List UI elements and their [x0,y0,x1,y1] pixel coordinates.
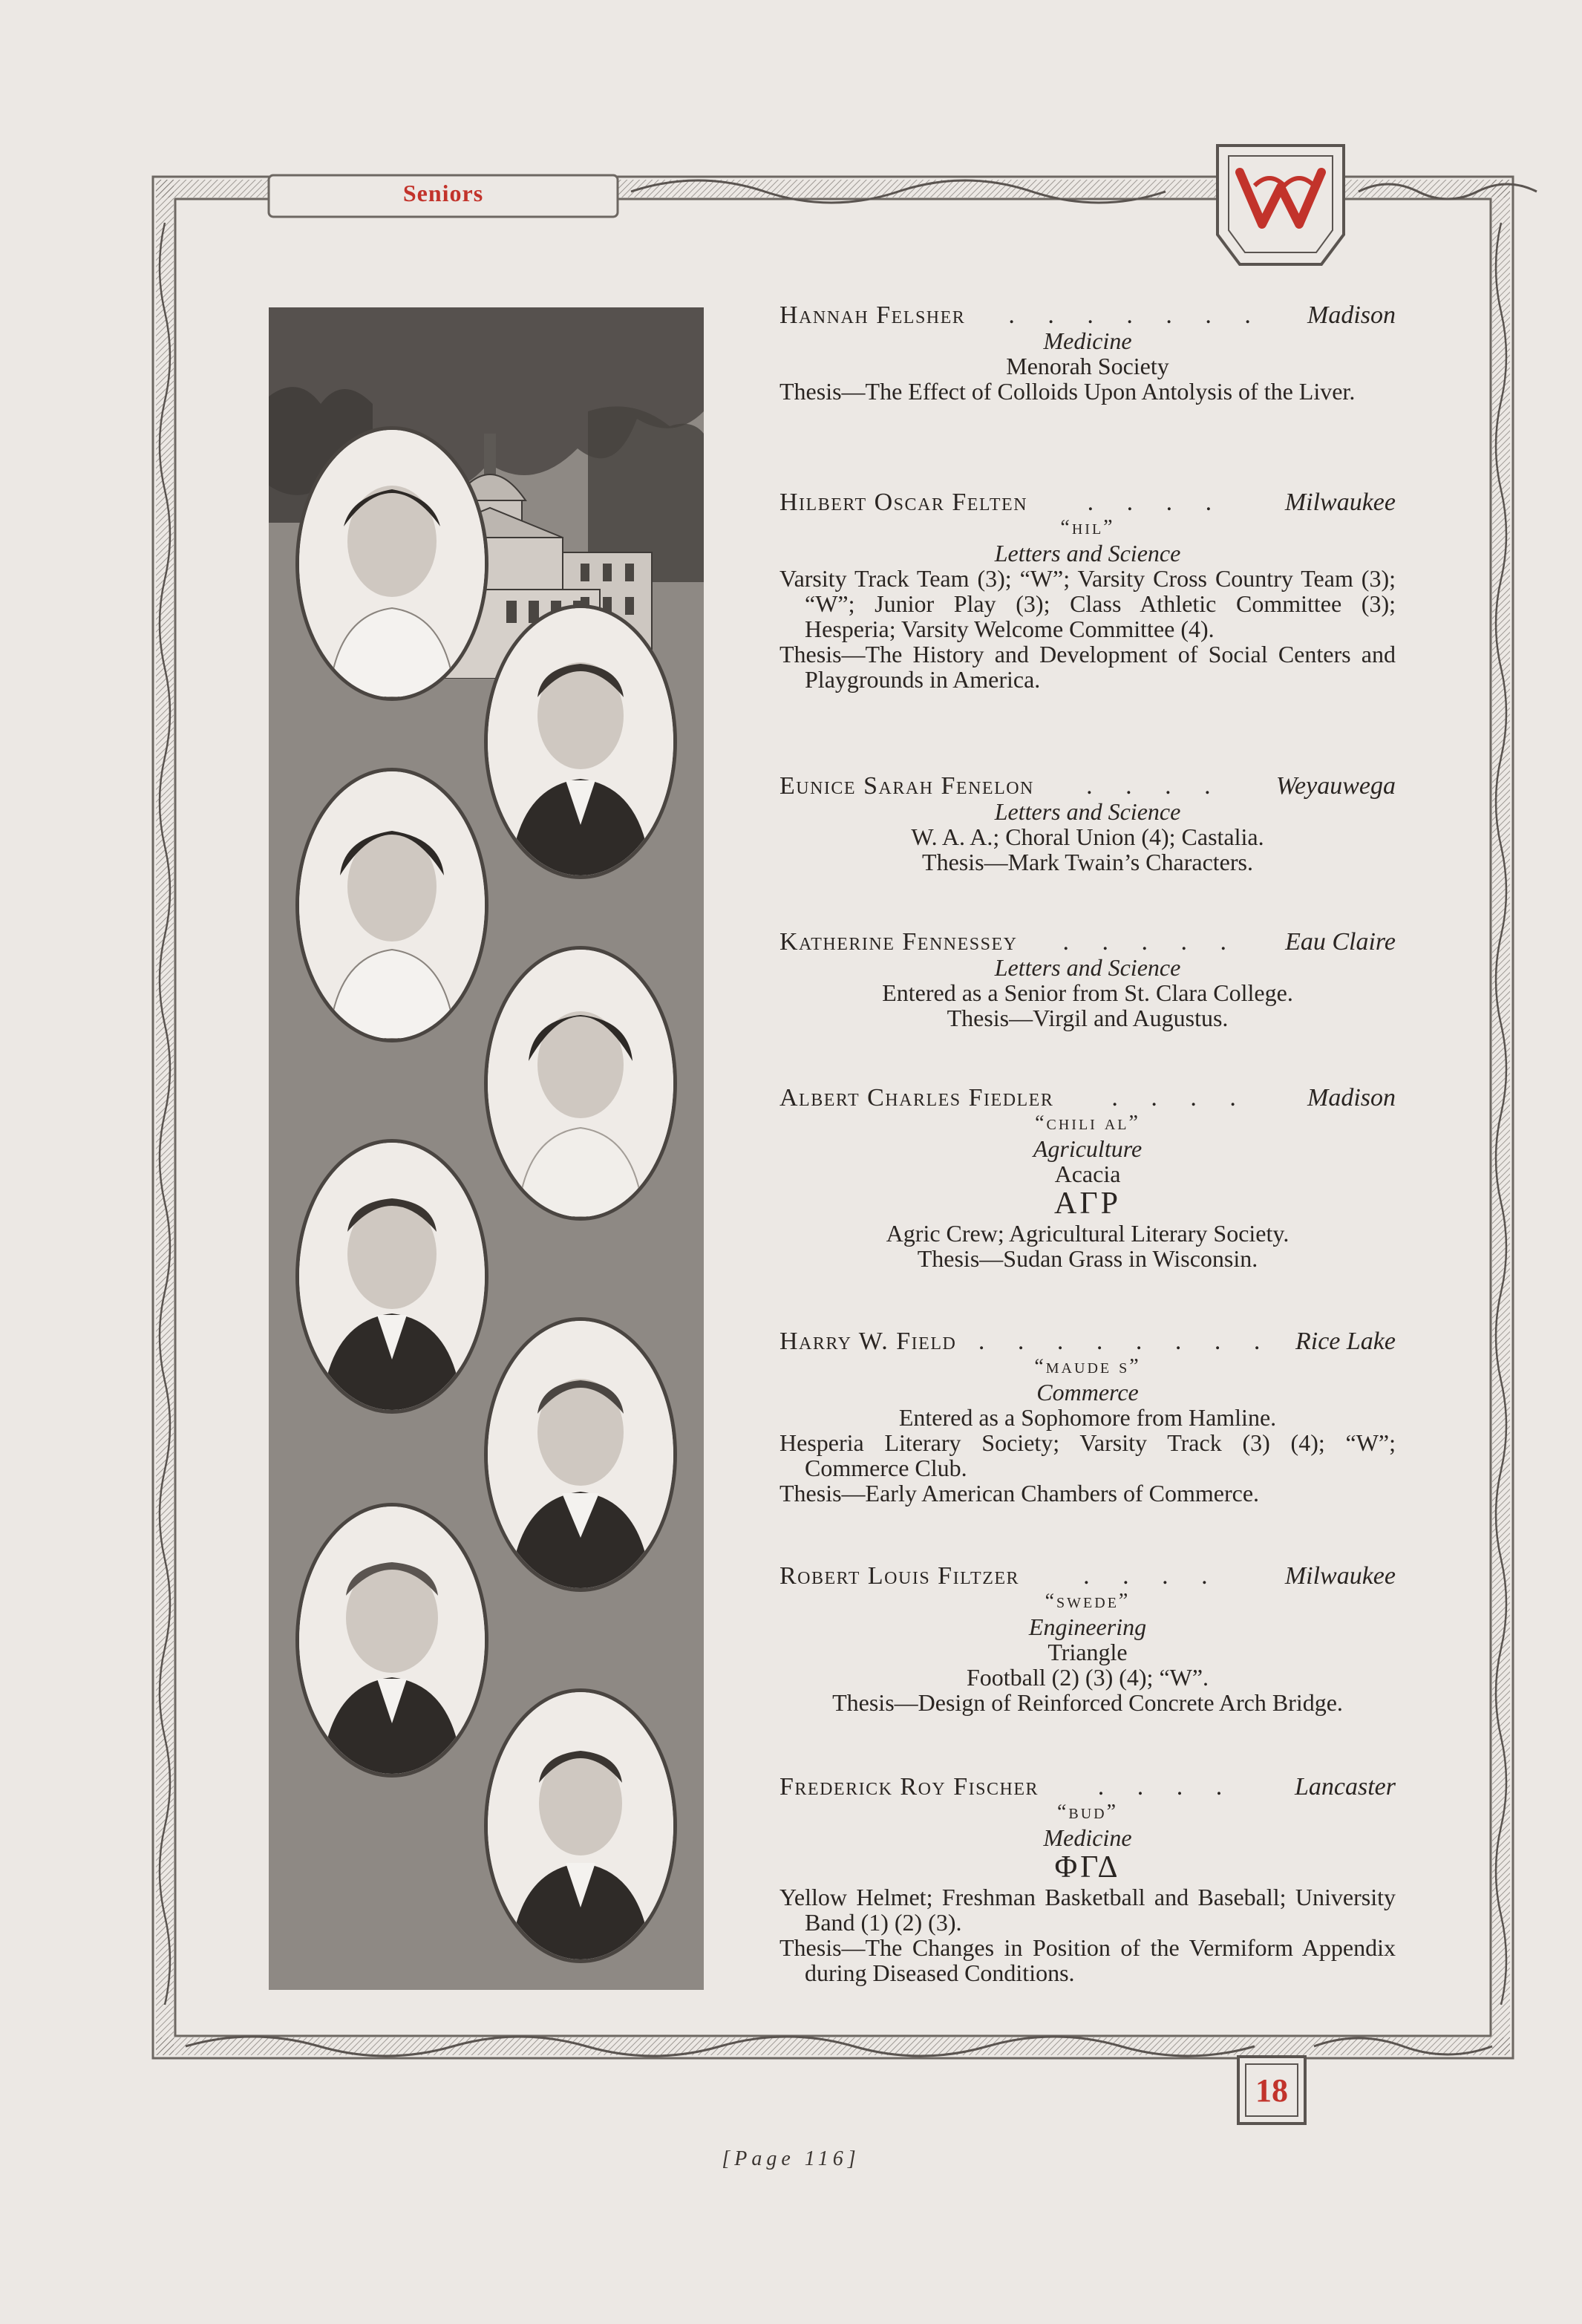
man-portrait-icon [488,608,673,875]
entry-hometown: Milwaukee [1284,1562,1396,1590]
man-portrait-icon [488,1692,673,1959]
entry-katherine-fennessey [779,930,1396,1031]
entry-hometown: Weyauwega [1275,772,1396,800]
entry-course: Agriculture [1033,1135,1143,1162]
entry-line: W. A. A.; Choral Union (4); Castalia. [911,823,1264,850]
entry-robert-filtzer [779,1564,1396,1715]
man-portrait-icon [488,1321,673,1588]
portrait-eunice-fenelon [295,768,488,1042]
entry-heading [779,930,1396,955]
woman-portrait-icon [488,950,673,1217]
entry-heading [779,1564,1396,1589]
page-number: [Page 116] [722,2147,860,2170]
leader-dots: . . . . [1111,1086,1249,1111]
entry-thesis: Thesis—Virgil and Augustus. [947,1005,1229,1031]
entry-heading [779,303,1396,328]
entry-nickname: “swede” [1045,1590,1131,1613]
entry-heading [779,1329,1396,1354]
entry-nickname: “bud” [1056,1801,1119,1824]
entry-line: Acacia [1054,1161,1121,1187]
entry-eunice-fenelon [779,774,1396,875]
entry-hometown: Rice Lake [1295,1328,1396,1355]
entry-thesis: Thesis—Early American Chambers of Commerce. [779,1480,1260,1507]
entry-line: Menorah Society [1006,353,1169,379]
leader-dots: . . . . . [1062,930,1241,955]
entry-greek-letters: ΑΓΡ [1054,1187,1121,1221]
leader-dots: . . . . [1097,1775,1236,1800]
entry-thesis: Thesis—The Changes in Position of the Vermiform Appendix during Diseased Conditions. [779,1934,1396,1986]
entry-name: Robert Louis Filtzer [779,1562,1020,1590]
entry-line: Entered as a Senior from St. Clara College. [882,979,1293,1006]
portrait-panel [269,307,704,1990]
leader-dots: . . . . . . . [1008,303,1264,328]
entry-hilbert-felten [779,490,1396,692]
entry-name: Hilbert Oscar Felten [779,489,1028,516]
entry-thesis: Thesis—Sudan Grass in Wisconsin. [917,1245,1258,1272]
portrait-albert-fiedler [295,1139,488,1414]
entry-harry-field [779,1329,1396,1506]
entry-name: Albert Charles Fiedler [779,1084,1054,1112]
entry-hometown: Madison [1307,301,1396,329]
entry-heading [779,490,1396,515]
portrait-robert-filtzer [295,1503,488,1778]
leader-dots: . . . . [1086,774,1224,799]
entry-activities: Varsity Track Team (3); “W”; Varsity Cross Country Team (3); “W”; Junior Play (3); Class Athletic Committee (3); Hesperia; Varsity Welcome Committee (4). [779,565,1396,642]
entry-course: Medicine [1043,1824,1132,1851]
woman-portrait-icon [299,430,485,697]
entry-nickname: “chili al” [1035,1112,1140,1135]
portrait-katherine-fennessey [484,946,677,1221]
leader-dots: . . . . [1083,1564,1221,1589]
section-label: Seniors [402,179,484,206]
entry-thesis: Thesis—The Effect of Colloids Upon Antolysis of the Liver. [779,378,1356,405]
entry-course: Engineering [1028,1613,1147,1640]
entry-course: Letters and Science [994,540,1181,567]
portrait-frederick-fischer [484,1688,677,1963]
entry-hannah-felsher [779,303,1396,404]
entry-activities: Yellow Helmet; Freshman Basketball and Baseball; University Band (1) (2) (3). [779,1884,1396,1936]
entry-albert-fiedler [779,1086,1396,1271]
entry-hometown: Madison [1307,1084,1396,1112]
portrait-harry-field [484,1317,677,1592]
entry-line: Football (2) (3) (4); “W”. [966,1664,1209,1691]
entry-hometown: Eau Claire [1285,928,1396,956]
entry-nickname: “hil” [1060,516,1115,539]
entry-name: Frederick Roy Fischer [779,1773,1039,1801]
entry-nickname: “maude s” [1034,1355,1141,1378]
entry-hometown: Lancaster [1295,1773,1396,1801]
portrait-hannah-felsher [295,426,488,701]
entry-course: Letters and Science [994,798,1181,825]
entry-thesis: Thesis—The History and Development of Social Centers and Playgrounds in America. [779,641,1396,693]
entry-name: Eunice Sarah Fenelon [779,772,1034,800]
man-portrait-icon [299,1143,485,1410]
entry-line: Entered as a Sophomore from Hamline. [898,1404,1277,1431]
entry-heading [779,1086,1396,1111]
entry-activities: Hesperia Literary Society; Varsity Track (3) (4); “W”; Commerce Club. [779,1429,1396,1481]
entry-course: Medicine [1043,327,1132,354]
entry-heading [779,774,1396,799]
portrait-hilbert-felten [484,604,677,879]
entry-course: Letters and Science [994,954,1181,981]
man-portrait-icon [299,1507,485,1774]
entry-heading [779,1775,1396,1800]
woman-portrait-icon [299,771,485,1039]
entry-course: Commerce [1036,1379,1139,1406]
entry-name: Harry W. Field [779,1328,957,1355]
entry-thesis: Thesis—Design of Reinforced Concrete Arch Bridge. [832,1689,1343,1716]
leader-dots: . . . . [1087,490,1226,515]
entry-name: Hannah Felsher [779,301,966,329]
entry-line: Triangle [1047,1639,1128,1665]
entry-hometown: Milwaukee [1284,489,1396,516]
entry-line: Agric Crew; Agricultural Literary Society. [886,1220,1290,1247]
entry-thesis: Thesis—Mark Twain’s Characters. [922,849,1253,875]
leader-dots: . . . . . . . . [978,1329,1274,1354]
year-badge: 18 [1255,2072,1288,2109]
entry-name: Katherine Fennessey [779,928,1018,956]
entry-frederick-fischer [779,1775,1396,1985]
entry-greek-letters: ΦΓΔ [1054,1850,1121,1884]
